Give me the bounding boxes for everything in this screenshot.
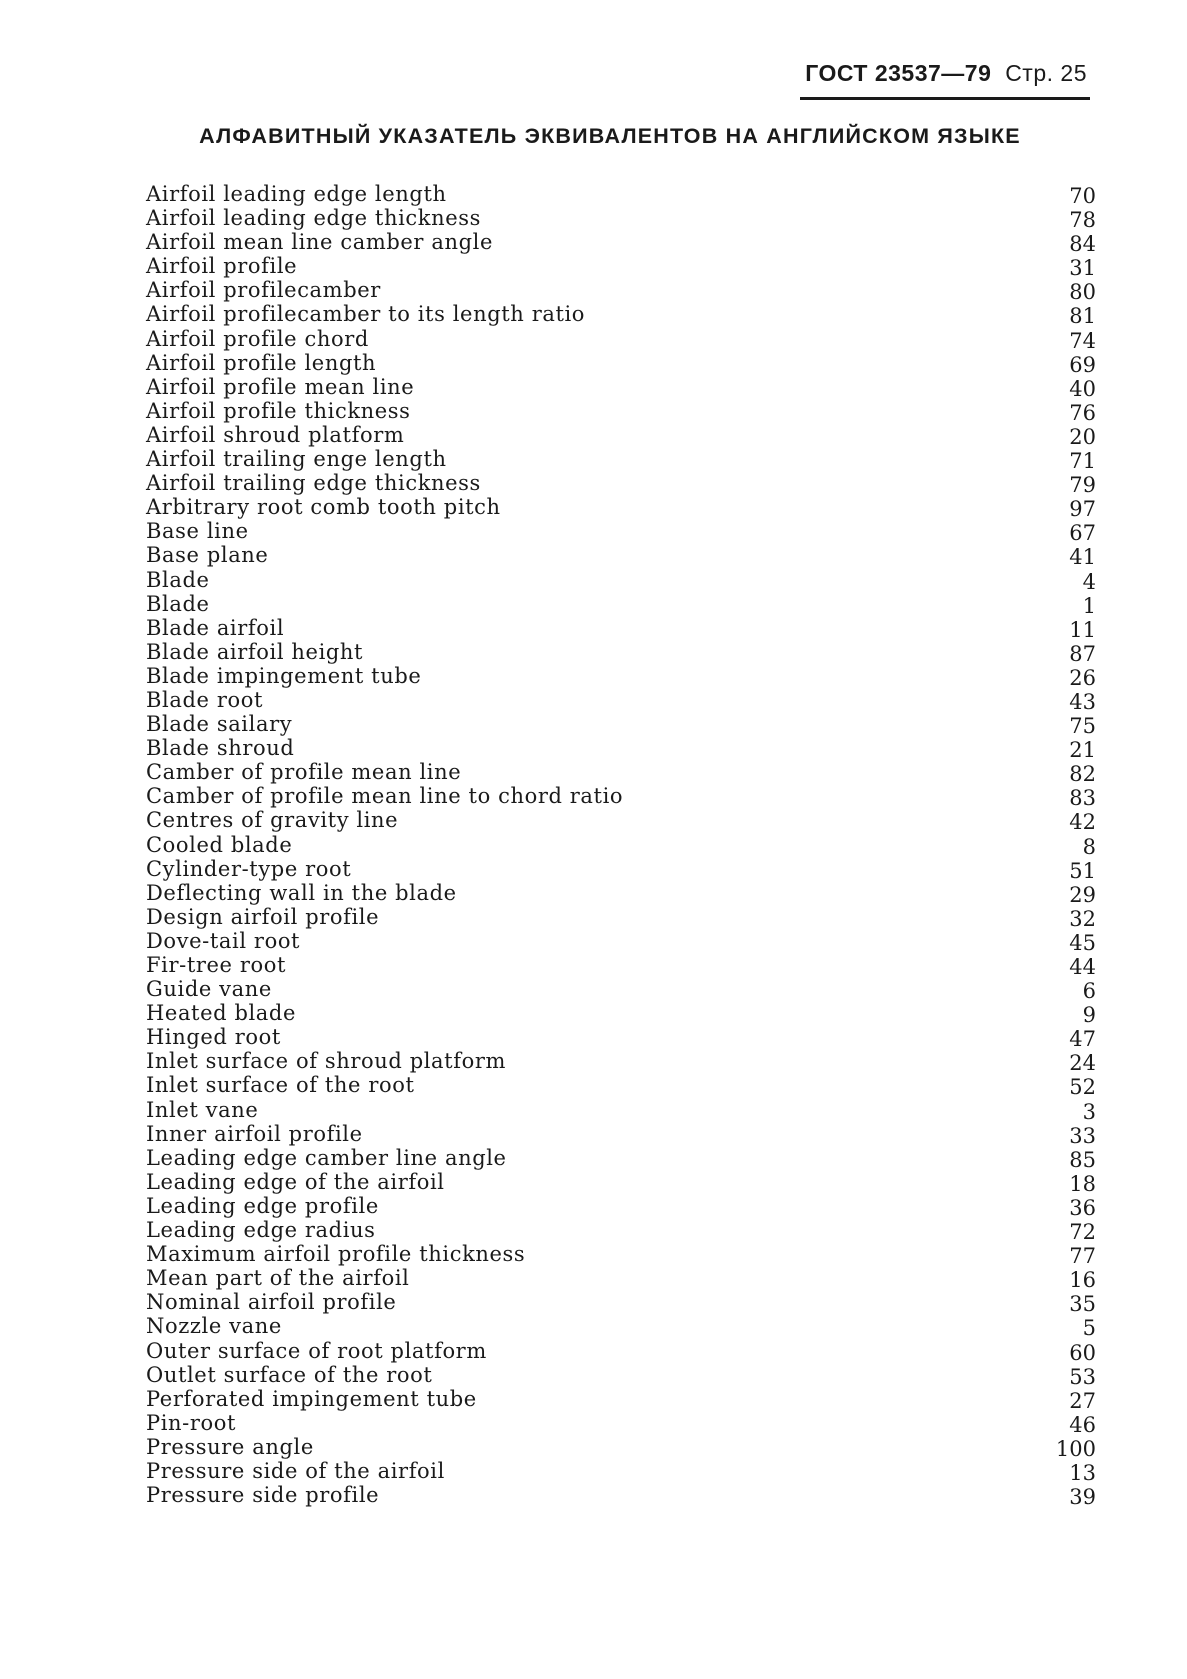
entry-number: 77	[1069, 1244, 1096, 1269]
header-text	[805, 60, 1087, 87]
entry-term: Inner airfoil profile	[146, 1121, 363, 1146]
header-rule	[800, 97, 1090, 100]
index-entry	[146, 543, 1096, 570]
entry-number: 76	[1069, 400, 1096, 425]
index-entry	[146, 1242, 1096, 1269]
entry-term: Airfoil profile length	[146, 350, 377, 375]
index-entry	[146, 1459, 1096, 1483]
entry-term: Pressure side profile	[146, 1483, 380, 1508]
index-entry	[146, 1411, 1096, 1435]
index-entry	[146, 905, 1096, 929]
entry-number: 39	[1069, 1485, 1096, 1510]
index-entry	[146, 182, 1096, 206]
index-entry	[146, 1122, 1096, 1146]
entry-number: 43	[1069, 689, 1096, 714]
index-entry	[146, 977, 1096, 1004]
entry-number: 84	[1069, 232, 1096, 257]
entry-number: 100	[1055, 1436, 1096, 1461]
index-entry	[146, 592, 1096, 616]
index-entry	[146, 1098, 1096, 1122]
entry-number: 47	[1069, 1027, 1096, 1052]
entry-term: Airfoil shroud platform	[146, 422, 405, 447]
index-entry	[146, 833, 1096, 857]
entry-term: Blade shroud	[146, 736, 295, 761]
index-entry	[146, 640, 1096, 664]
index-entry	[146, 1001, 1096, 1028]
index-list	[146, 182, 1096, 1510]
index-entry	[146, 1194, 1096, 1218]
entry-term: Blade	[146, 567, 210, 592]
entry-number: 33	[1069, 1123, 1096, 1148]
entry-number: 87	[1069, 641, 1096, 666]
entry-number: 67	[1069, 521, 1096, 546]
entry-term: Airfoil profile	[146, 254, 298, 279]
entry-term: Camber of profile mean line	[146, 760, 462, 785]
entry-number: 81	[1069, 304, 1096, 329]
entry-term: Airfoil trailing edge thickness	[146, 471, 481, 496]
entry-term: Inlet surface of the root	[146, 1073, 415, 1098]
index-entry	[146, 495, 1096, 522]
entry-term: Leading edge radius	[146, 1218, 376, 1243]
index-entry	[146, 568, 1096, 592]
index-entry	[146, 1339, 1096, 1363]
index-entry	[146, 1049, 1096, 1076]
entry-term: Deflecting wall in the blade	[146, 880, 457, 905]
entry-term: Blade root	[146, 687, 263, 712]
index-entry	[146, 953, 1096, 977]
entry-term: Nominal airfoil profile	[146, 1290, 397, 1315]
index-entry	[146, 1314, 1096, 1341]
entry-number: 35	[1069, 1292, 1096, 1317]
entry-number: 29	[1069, 882, 1096, 907]
index-entry	[146, 1483, 1096, 1510]
entry-term: Blade	[146, 591, 210, 616]
entry-number: 71	[1069, 449, 1096, 474]
index-entry	[146, 1266, 1096, 1293]
page-header	[800, 60, 1092, 100]
entry-number: 78	[1069, 208, 1096, 233]
entry-term: Guide vane	[146, 977, 272, 1002]
entry-term: Pressure angle	[146, 1434, 314, 1459]
entry-term: Base plane	[146, 543, 269, 568]
index-entry	[146, 929, 1096, 953]
index-entry	[146, 857, 1096, 881]
index-entry	[146, 664, 1096, 688]
entry-number: 45	[1069, 930, 1096, 955]
entry-number: 53	[1069, 1364, 1096, 1389]
index-entry	[146, 351, 1096, 375]
entry-term: Cylinder-type root	[146, 856, 352, 881]
entry-number: 11	[1069, 617, 1096, 642]
entry-number: 1	[1082, 593, 1096, 618]
standard-number: ГОСТ 23537—79	[805, 60, 992, 86]
entry-term: Base line	[146, 519, 249, 544]
entry-term: Airfoil profilecamber	[146, 278, 381, 303]
entry-term: Airfoil profilecamber to its length ratio	[146, 302, 586, 327]
entry-number: 8	[1082, 834, 1096, 859]
index-entry	[146, 230, 1096, 257]
entry-term: Blade airfoil	[146, 615, 285, 640]
entry-term: Inlet vane	[146, 1097, 259, 1122]
entry-number: 27	[1069, 1388, 1096, 1413]
entry-term: Airfoil trailing enge length	[146, 447, 447, 472]
index-entry	[146, 1435, 1096, 1459]
entry-number: 3	[1082, 1099, 1096, 1124]
index-entry	[146, 447, 1096, 474]
entry-term: Outer surface of root platform	[146, 1338, 487, 1363]
entry-number: 42	[1069, 810, 1096, 835]
index-entry	[146, 1387, 1096, 1411]
entry-term: Perforated impingement tube	[146, 1386, 477, 1411]
entry-number: 75	[1069, 714, 1096, 739]
entry-term: Pin-root	[146, 1410, 237, 1435]
entry-term: Arbitrary root comb tooth pitch	[146, 495, 501, 520]
page-title: АЛФАВИТНЫЙ УКАЗАТЕЛЬ ЭКВИВАЛЕНТОВ НА АНГЛИЙСКОМ ЯЗЫКЕ	[199, 124, 1021, 148]
index-entry	[146, 1363, 1096, 1387]
entry-number: 80	[1069, 280, 1096, 305]
index-entry	[146, 1218, 1096, 1245]
entry-number: 83	[1069, 786, 1096, 811]
entry-term: Airfoil profile chord	[146, 326, 369, 351]
entry-term: Airfoil profile mean line	[146, 374, 415, 399]
entry-number: 46	[1069, 1412, 1096, 1437]
entry-number: 31	[1069, 256, 1096, 281]
entry-term: Airfoil profile thickness	[146, 398, 411, 423]
entry-number: 13	[1069, 1460, 1096, 1485]
index-entry	[146, 1025, 1096, 1052]
entry-term: Hinged root	[146, 1025, 281, 1050]
entry-term: Centres of gravity line	[146, 808, 399, 833]
index-entry	[146, 760, 1096, 787]
entry-number: 60	[1069, 1340, 1096, 1365]
entry-term: Inlet surface of shroud platform	[146, 1049, 506, 1074]
entry-term: Camber of profile mean line to chord ratio	[146, 784, 624, 809]
index-entry	[146, 302, 1096, 329]
entry-number: 52	[1069, 1075, 1096, 1100]
entry-term: Heated blade	[146, 1001, 296, 1026]
entry-number: 72	[1069, 1220, 1096, 1245]
entry-number: 32	[1069, 906, 1096, 931]
entry-number: 24	[1069, 1051, 1096, 1076]
entry-number: 97	[1069, 497, 1096, 522]
entry-term: Cooled blade	[146, 832, 293, 857]
entry-number: 4	[1082, 569, 1096, 594]
index-entry	[146, 471, 1096, 498]
index-entry	[146, 784, 1096, 811]
entry-term: Design airfoil profile	[146, 904, 380, 929]
entry-number: 51	[1069, 858, 1096, 883]
entry-number: 5	[1082, 1316, 1096, 1341]
page-number: Стр. 25	[1005, 60, 1087, 86]
entry-number: 40	[1069, 376, 1096, 401]
index-entry	[146, 206, 1096, 233]
entry-number: 6	[1082, 979, 1096, 1004]
index-entry	[146, 712, 1096, 739]
index-entry	[146, 736, 1096, 763]
entry-term: Pressure side of the airfoil	[146, 1458, 445, 1483]
index-entry	[146, 278, 1096, 305]
entry-number: 70	[1069, 184, 1096, 208]
entry-term: Airfoil leading edge thickness	[146, 206, 481, 231]
entry-number: 21	[1069, 738, 1096, 763]
entry-number: 82	[1069, 762, 1096, 787]
index-entry	[146, 881, 1096, 905]
entry-term: Blade airfoil height	[146, 639, 364, 664]
entry-term: Leading edge of the airfoil	[146, 1169, 445, 1194]
index-entry	[146, 1073, 1096, 1100]
entry-term: Leading edge camber line angle	[146, 1145, 507, 1170]
entry-number: 20	[1069, 424, 1096, 449]
index-entry	[146, 327, 1096, 351]
entry-term: Airfoil leading edge length	[146, 182, 447, 206]
entry-term: Leading edge profile	[146, 1193, 379, 1218]
index-entry	[146, 1146, 1096, 1170]
entry-term: Fir-tree root	[146, 953, 286, 977]
index-entry	[146, 808, 1096, 835]
entry-number: 79	[1069, 473, 1096, 498]
index-entry	[146, 1170, 1096, 1194]
index-entry	[146, 616, 1096, 640]
entry-term: Nozzle vane	[146, 1314, 282, 1339]
entry-number: 44	[1069, 955, 1096, 979]
entry-term: Airfoil mean line camber angle	[146, 230, 493, 255]
index-entry	[146, 399, 1096, 423]
entry-number: 69	[1069, 352, 1096, 377]
entry-term: Blade sailary	[146, 712, 293, 737]
entry-number: 18	[1069, 1171, 1096, 1196]
entry-term: Dove-tail root	[146, 928, 301, 953]
index-entry	[146, 688, 1096, 712]
entry-number: 9	[1082, 1003, 1096, 1028]
entry-term: Mean part of the airfoil	[146, 1266, 410, 1291]
entry-number: 74	[1069, 328, 1096, 353]
index-entry	[146, 254, 1096, 281]
entry-number: 85	[1069, 1147, 1096, 1172]
entry-number: 41	[1069, 545, 1096, 570]
index-entry	[146, 1290, 1096, 1317]
index-entry	[146, 423, 1096, 447]
entry-term: Blade impingement tube	[146, 663, 422, 688]
entry-number: 26	[1069, 665, 1096, 690]
entry-number: 16	[1069, 1268, 1096, 1293]
entry-term: Maximum airfoil profile thickness	[146, 1242, 526, 1267]
index-entry	[146, 375, 1096, 399]
entry-term: Outlet surface of the root	[146, 1362, 433, 1387]
index-entry	[146, 519, 1096, 546]
entry-number: 36	[1069, 1195, 1096, 1220]
